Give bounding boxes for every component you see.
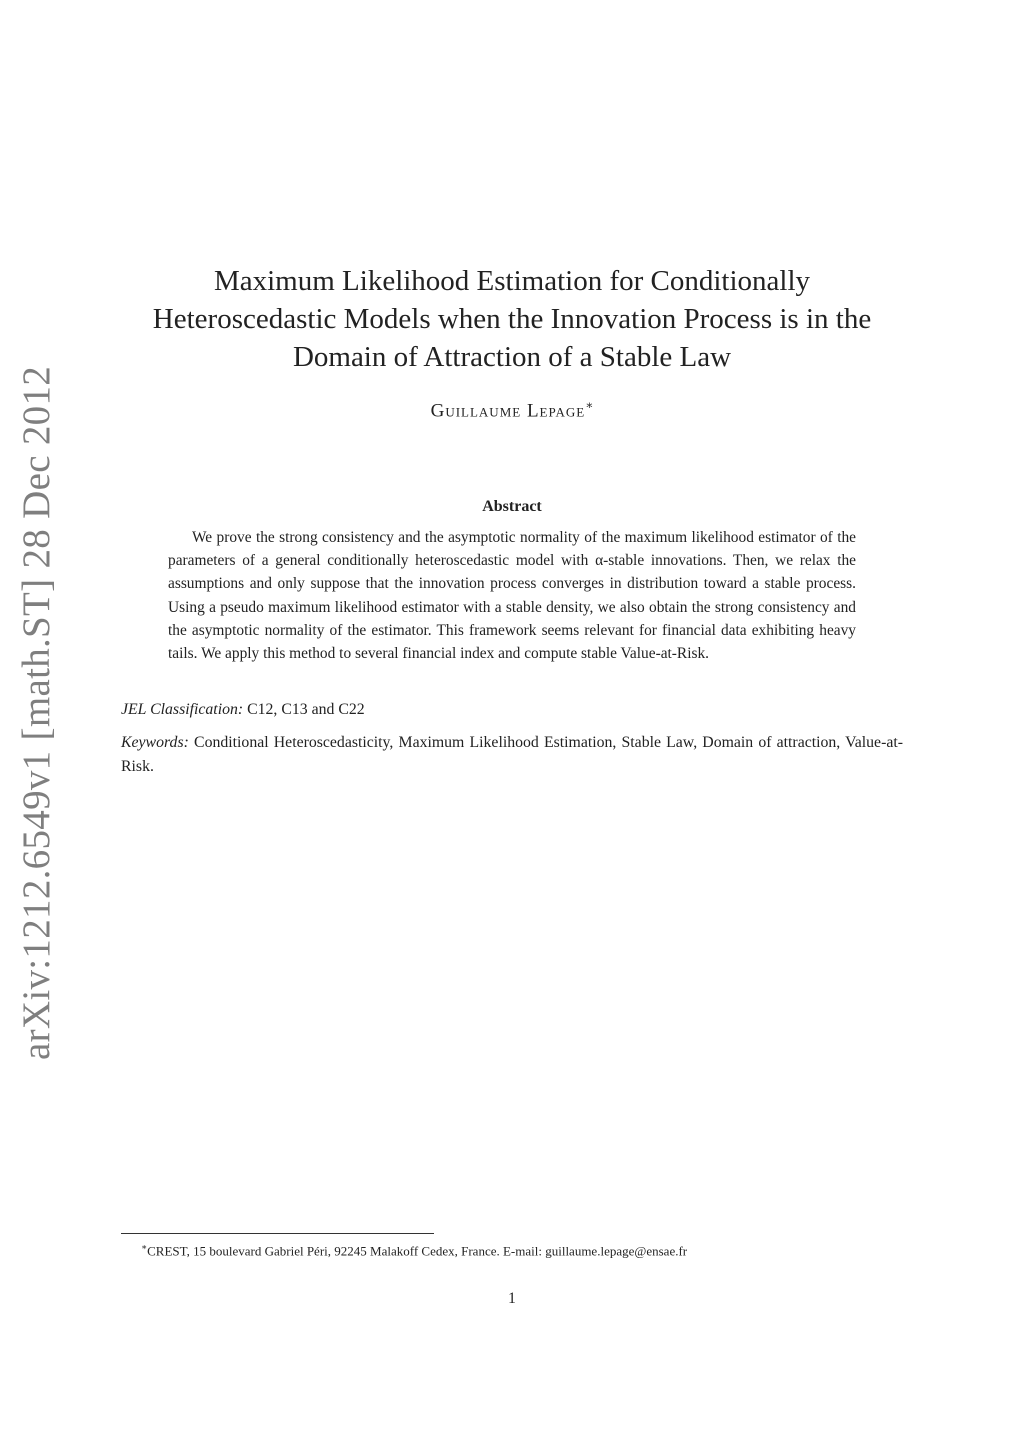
footnote [141,1238,687,1260]
keywords-value: Conditional Heteroscedasticity, Maximum Likelihood Estimation, Stable Law, Domain of attraction, Value-at-Risk. [121,734,903,775]
title-line: Domain of Attraction of a Stable Law [292,341,732,373]
title-line: Maximum Likelihood Estimation for Conditionally [213,265,811,297]
keywords [121,731,903,778]
jel-classification [121,698,903,721]
author-name [100,398,924,422]
footnote-divider [121,1233,434,1234]
jel-label: JEL Classification: [121,701,244,718]
keywords-label: Keywords: [121,734,189,751]
footnote-mark: ∗ [141,1242,148,1252]
page-number: 1 [508,1290,516,1307]
title-line: Heteroscedastic Models when the Innovation Process is in the [152,303,872,335]
author-footnote-mark: ∗ [585,398,594,412]
author-name-text: Guillaume Lepage [430,400,586,422]
abstract-heading: Abstract [482,498,542,515]
paper-title [100,262,924,376]
abstract-body: We prove the strong consistency and the asymptotic normality of the maximum likelihood estimator of the parameters of a general conditionally heteroscedastic model with α-stable innovations. Then, we relax the assumptions and only suppose that the innovation process converges in distribution toward a stable process. Using a pseudo maximum likelihood estimator with a stable density, we also obtain the strong consistency and the asymptotic normality of the estimator. This framework seems relevant for financial data exhibiting heavy tails. We apply this method to several financial index and compute stable Value-at-Risk. [168,529,856,663]
footnote-text: CREST, 15 boulevard Gabriel Péri, 92245 Malakoff Cedex, France. E-mail: guillaume.lepage@ensae.fr [147,1243,688,1259]
jel-value: C12, C13 and C22 [247,701,365,718]
arxiv-identifier-stamp: arXiv:1212.6549v1 [math.ST] 28 Dec 2012 [15,365,58,1060]
